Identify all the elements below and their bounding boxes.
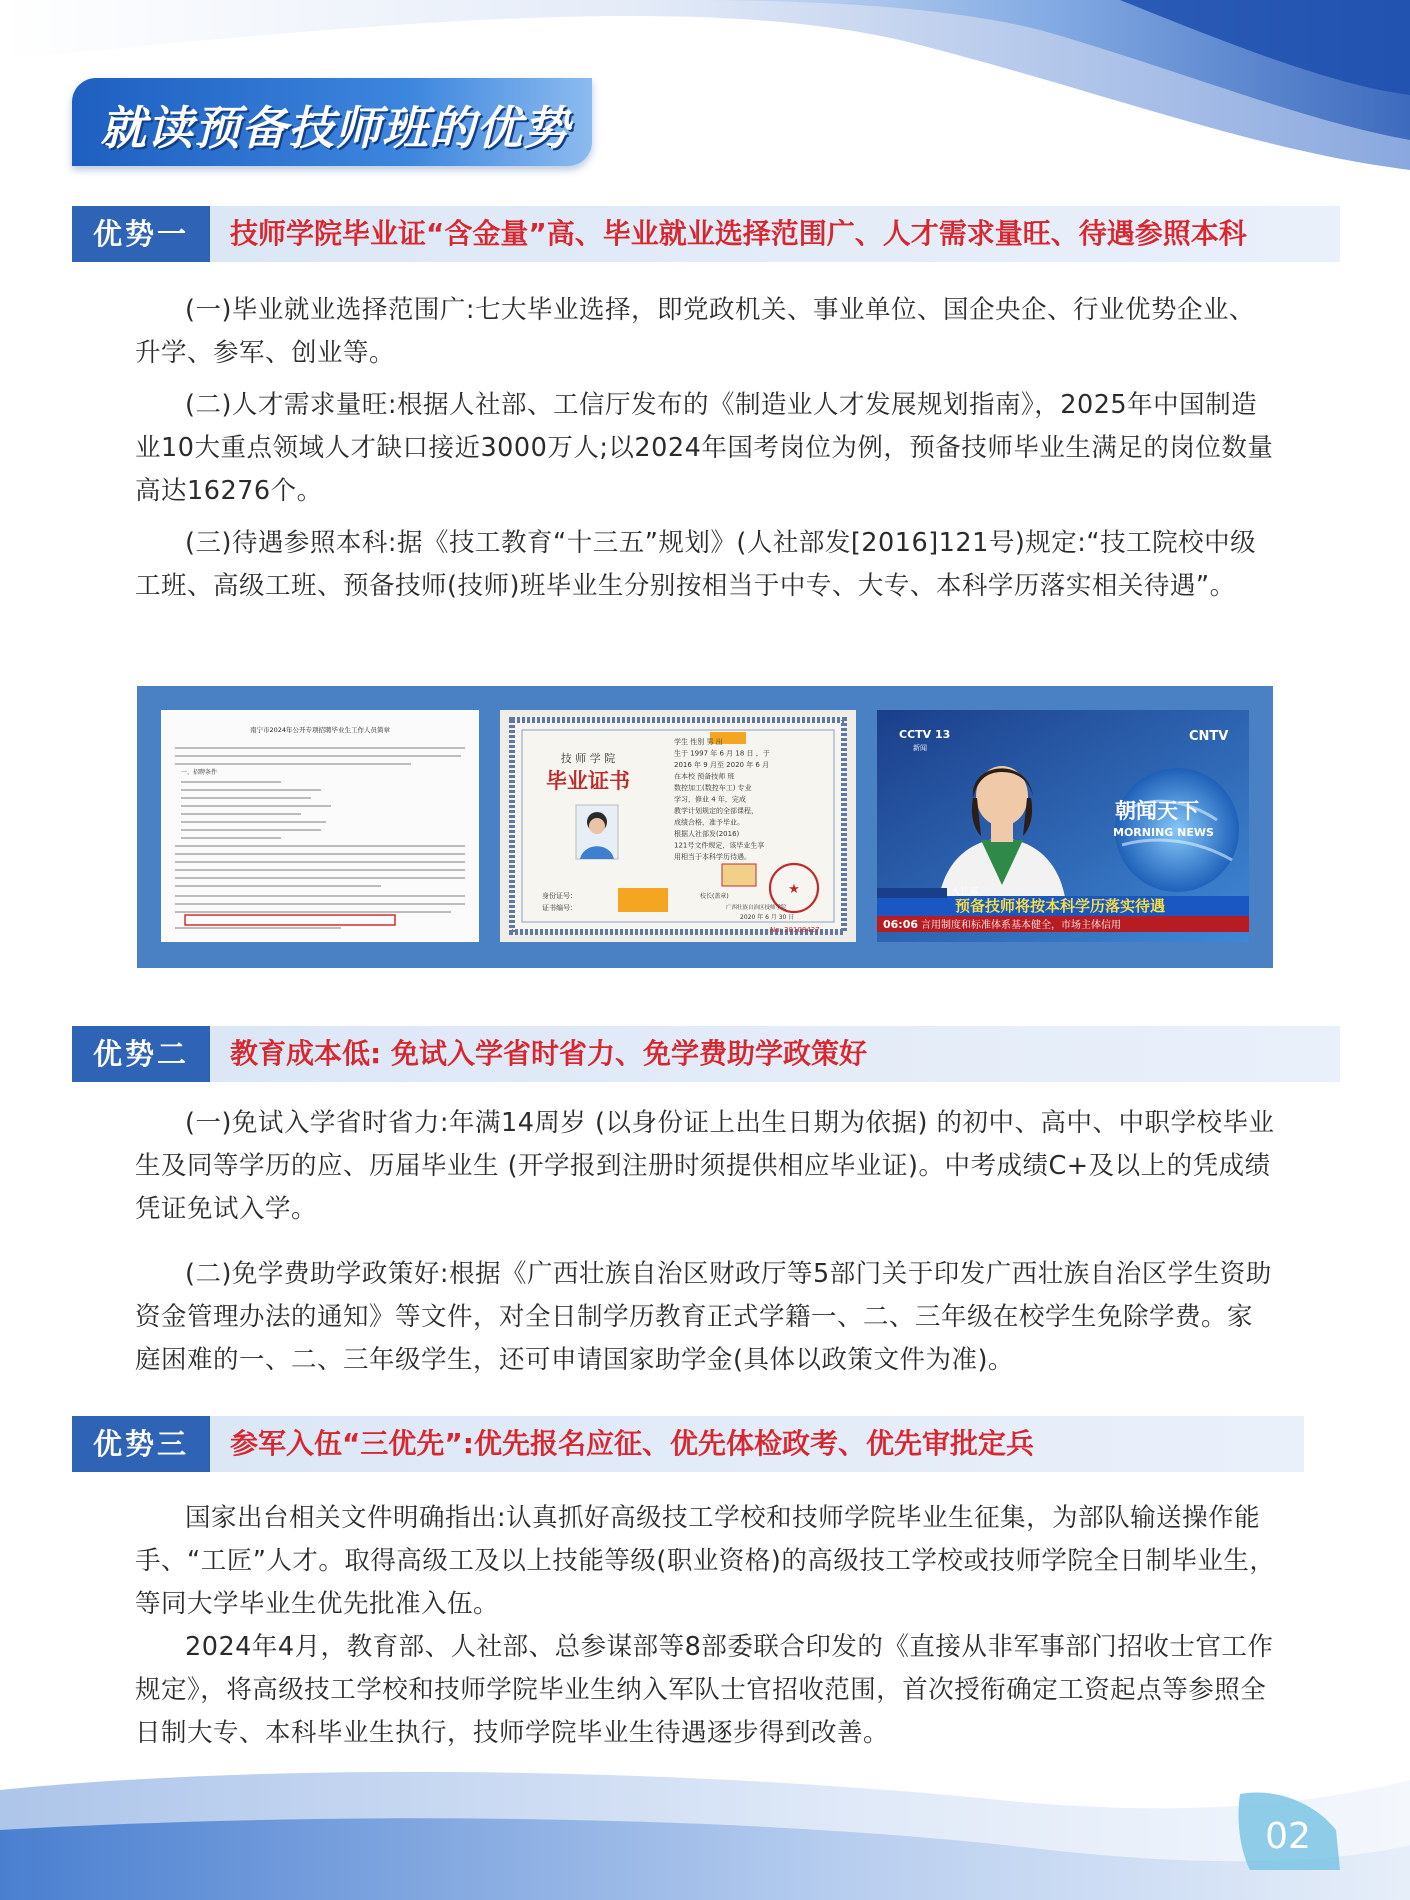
certificate-body-line: 学习，修业 4 年，完成 [674, 795, 746, 804]
page-number-badge [1232, 1790, 1342, 1870]
section-1-tag: 优势一 [72, 206, 210, 262]
certificate-body-line: 成绩合格，准予毕业。 [674, 818, 744, 827]
section-2-header [72, 1026, 1340, 1082]
certificate-body-line: 在本校 预备技师 班 [674, 772, 735, 781]
tv-ticker: 言用制度和标准体系基本健全，市场主体信用 [921, 920, 1121, 931]
page-title: 就读预备技师班的优势 [100, 101, 570, 155]
certificate-body-line: 根据人社部发(2016) [674, 830, 740, 838]
certificate-body-line: 2016 年 9 月至 2020 年 6 月 [674, 761, 770, 769]
tv-time: 06:06 [883, 918, 919, 931]
tv-show-title: 朝闻天下 [1115, 799, 1199, 823]
certificate-body-line: 教学计划规定的全部课程， [674, 807, 758, 815]
tv-show-english: MORNING NEWS [1113, 826, 1214, 839]
section-2-tag: 优势二 [72, 1026, 210, 1082]
tv-source: 人社部 [951, 887, 979, 897]
tv-news-photo [877, 710, 1249, 942]
section-1-paragraph-1: (一)毕业就业选择范围广:七大毕业选择，即党政机关、事业单位、国企央企、行业优势企业、升学、参军、创业等。 [135, 295, 1255, 368]
svg-text:★: ★ [788, 882, 800, 897]
section-2-paragraph-1: (一)免试入学省时省力:年满14周岁 (以身份证上出生日期为依据) 的初中、高中、中职学校毕业生及同等学历的应、历届毕业生 (开学报到注册时须提供相应毕业证)。中考成绩C+及以上的凭成绩凭证免试入学。 [135, 1108, 1275, 1224]
certificate-body-line: 生于 1997 年 6 月 18 日 ，于 [674, 749, 770, 758]
section-1-headline: 技师学院毕业证“含金量”高、毕业就业选择范围广、人才需求量旺、待遇参照本科 [230, 217, 1247, 250]
certificate-body-line: 数控加工(数控车工) 专业 [674, 784, 752, 792]
section-1-header [72, 206, 1340, 262]
certificate-id-label: 身份证号： [542, 892, 577, 900]
certificate-school: 技 师 学 院 [560, 752, 616, 765]
section-3-paragraph-1: 国家出台相关文件明确指出:认真抓好高级技工学校和技师学院毕业生征集，为部队输送操作能手、“工匠”人才。取得高级工及以上技能等级(职业资格)的高级技工学校或技师学院全日制毕业生，等同大学毕业生优先批准入伍。 [135, 1503, 1276, 1619]
certificate-serial: No: 20108427 [770, 926, 820, 934]
document-heading: 南宁市2024年公开专项招聘毕业生工作人员简章 [249, 726, 391, 734]
tv-cntv-logo: CNTV [1189, 729, 1229, 744]
section-1-paragraph-2: (二)人才需求量旺:根据人社部、工信厅发布的《制造业人才发展规划指南》，2025年中国制造业10大重点领域人才缺口接近3000万人;以2024年国考岗位为例，预备技师毕业生满足的岗位数量高达16276个。 [135, 390, 1274, 506]
tv-channel-sub: 新闻 [913, 744, 927, 752]
section-1-paragraph-3: (三)待遇参照本科:据《技工教育“十三五”规划》(人社部发[2016]121号)规定:“技工院校中级工班、高级工班、预备技师(技师)班毕业生分别按相当于中专、大专、本科学历落实相关待遇”。 [135, 528, 1257, 601]
certificate-body-line: 学生 性别 男 出 [674, 738, 723, 746]
page-title-banner [72, 78, 592, 166]
section-3-header [72, 1416, 1304, 1472]
certificate-stamp: 广西壮族自治区技师学院 [726, 905, 787, 911]
section-3-paragraph-2: 2024年4月，教育部、人社部、总参谋部等8部委联合印发的《直接从非军事部门招收士官工作规定》，将高级技工学校和技师学院毕业生纳入军队士官招收范围，首次授衔确定工资起点等参照全日制大专、本科毕业生执行，技师学院毕业生待遇逐步得到改善。 [135, 1632, 1274, 1748]
tv-headline: 预备技师将按本科学历落实待遇 [955, 897, 1166, 915]
section-3-tag: 优势三 [72, 1416, 210, 1472]
certificate-number-label: 证书编号： [542, 904, 577, 912]
photo-panel [137, 686, 1273, 968]
section-2-paragraph-2: (二)免学费助学政策好:根据《广西壮族自治区财政厅等5部门关于印发广西壮族自治区学生资助资金管理办法的通知》等文件，对全日制学历教育正式学籍一、二、三年级在校学生免除学费。家庭困难的一、二、三年级学生，还可申请国家助学金(具体以政策文件为准)。 [135, 1259, 1272, 1375]
document-subheading: 一、招聘条件 [181, 769, 218, 776]
tv-channel-logo: CCTV 13 [899, 728, 951, 741]
page-number: 02 [1265, 1816, 1311, 1857]
certificate-photo [500, 710, 856, 942]
certificate-sign: 校长(盖章) [700, 893, 729, 900]
document-photo [161, 710, 479, 942]
certificate-body-line: 用相当于本科学历待遇。 [674, 853, 751, 861]
certificate-date: 2020 年 6 月 30 日 [740, 914, 795, 921]
section-2-headline: 教育成本低: 免试入学省时省力、免学费助学政策好 [230, 1037, 867, 1070]
certificate-body-line: 121号文件规定，该毕业生享 [674, 841, 765, 850]
certificate-title: 毕业证书 [546, 768, 630, 793]
section-3-headline: 参军入伍“三优先”:优先报名应征、优先体检政考、优先审批定兵 [230, 1427, 1035, 1460]
